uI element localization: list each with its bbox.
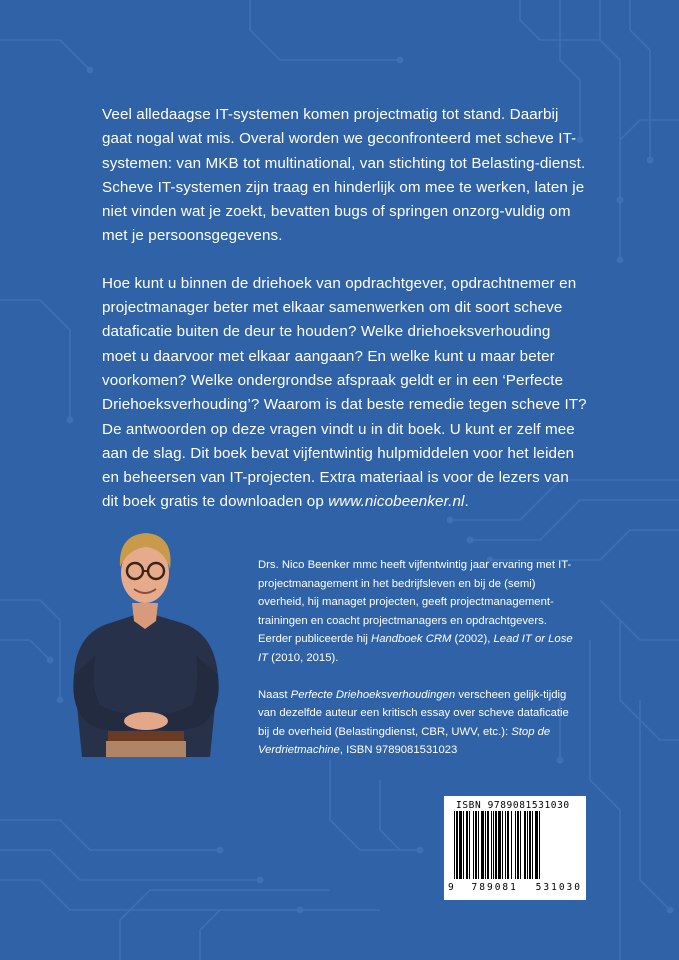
barcode-digit-first: 9 xyxy=(448,882,454,893)
barcode-bar xyxy=(493,811,494,879)
book-title: Perfecte Driehoeksverhoudingen xyxy=(290,688,456,701)
barcode-bar xyxy=(539,811,540,879)
blurb-paragraph-2-text: Hoe kunt u binnen de driehoek van opdrachtgever, opdrachtnemer en projectmanager beter met elkaar samenwerken om dit soort scheve dataficatie buiten de deur te houden? Welke driehoeksverhouding moet u daarvoor met elkaar aangaan? En welke kunt u maar beter voorkomen? Welke ondergrondse afspraak geldt er in een ‘Perfecte Driehoeksverhouding’? Waarom is dat beste remedie tegen scheve IT? De antwoorden op deze vragen vindt u in dit boek. U kunt er zelf mee aan de slag. Dit boek bevat vijfentwintig hulpmiddelen voor het leiden en beheersen van IT-projecten. Extra materiaal is voor de lezers van dit boek gratis te downloaden op xyxy=(102,274,587,511)
barcode-bar xyxy=(502,811,503,879)
barcode-bar xyxy=(515,811,516,879)
book-title: Stop de Verdrietmachine xyxy=(258,725,551,757)
bio-paragraph-2 xyxy=(258,686,580,760)
bio-text: (2010, 2015). xyxy=(268,651,339,664)
barcode-bar xyxy=(511,811,512,879)
barcode-bar xyxy=(481,811,484,879)
barcode-bar xyxy=(520,811,521,879)
barcode-bar xyxy=(469,811,470,879)
blurb-paragraph-1: Veel alledaagse IT-systemen komen projectmatig tot stand. Daarbij gaat nogal wat mis. Overal worden we geconfronteerd met scheve IT-systemen: van MKB tot multinational, van stichting tot Belasting-dienst. Scheve IT-systemen zijn traag en hinderlijk om mee te werken, laten je niet vinden wat je zoekt, bevatten bugs of springen onzorg-vuldig om met je persoonsgegevens. xyxy=(102,106,586,245)
bio-text: (2002), xyxy=(451,633,494,646)
barcode-bar xyxy=(454,811,455,879)
barcode-bar xyxy=(473,811,474,879)
barcode-bar xyxy=(505,811,506,879)
barcode-bar xyxy=(456,811,458,879)
barcode-bar xyxy=(498,811,501,879)
author-photo xyxy=(60,525,230,757)
barcode-digits-left: 789081 xyxy=(471,882,518,893)
barcode-bar xyxy=(478,811,479,879)
barcode-bars xyxy=(454,811,574,879)
author-bio xyxy=(258,556,580,760)
website-link[interactable]: www.nicobeenker.nl xyxy=(328,493,465,511)
barcode-bar xyxy=(535,811,538,879)
barcode-bar xyxy=(459,811,462,879)
blurb-paragraph-2-end: . xyxy=(464,493,469,511)
barcode-bar xyxy=(507,811,509,879)
back-cover-blurb xyxy=(102,103,588,515)
bio-text: Naast xyxy=(258,688,291,701)
barcode-bar xyxy=(466,811,468,879)
barcode-bar xyxy=(517,811,519,879)
barcode-bar xyxy=(475,811,477,879)
barcode-bar xyxy=(487,811,489,879)
blurb-paragraph-2 xyxy=(102,272,588,515)
barcode-digits xyxy=(448,882,582,893)
barcode-bar xyxy=(491,811,492,879)
barcode-bar xyxy=(524,811,526,879)
isbn-barcode xyxy=(444,796,586,900)
bio-paragraph-1 xyxy=(258,556,580,668)
barcode-bar xyxy=(532,811,533,879)
barcode-bar xyxy=(527,811,528,879)
bio-text: verscheen gelijk-tijdig van dezelfde auteur een kritisch essay over scheve dataficatie bij de overheid (Belastingdienst, CBR, UWV, etc.): xyxy=(258,688,569,738)
barcode-digits-right: 531030 xyxy=(535,882,582,893)
barcode-bar xyxy=(463,811,464,879)
barcode-bar xyxy=(495,811,497,879)
book-title: Lead IT or Lose IT xyxy=(258,633,573,664)
bio-text: , ISBN 9789081531023 xyxy=(339,744,458,757)
isbn-label: ISBN 9789081531030 xyxy=(456,800,570,811)
bio-text: Drs. Nico Beenker mmc heeft vijfentwintig jaar ervaring met IT-projectmanagement in het bedrijfsleven en bij de (semi) overheid, hij managet projecten, geeft projectmanagement-trainingen en coacht projectmanagers en opdrachtgevers. Eerder publiceerde hij xyxy=(258,559,572,646)
book-title: Handboek CRM xyxy=(371,633,452,646)
barcode-bar xyxy=(529,811,531,879)
barcode-bar xyxy=(485,811,486,879)
